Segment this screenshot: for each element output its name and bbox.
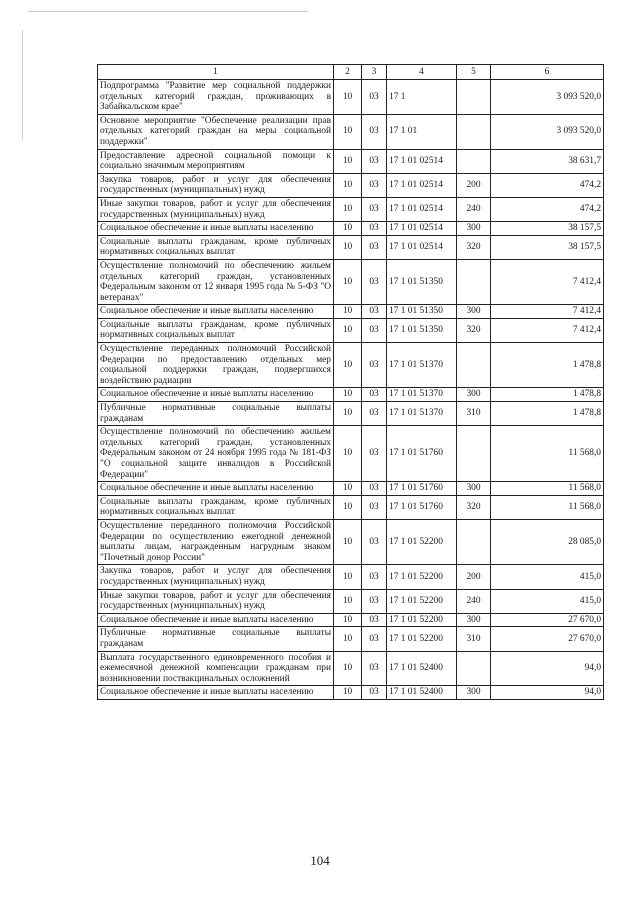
section-code: 10: [334, 197, 362, 221]
subsection-code: 03: [362, 259, 387, 304]
row-name: Социальное обеспечение и иные выплаты населению: [98, 613, 334, 627]
amount: 1 478,8: [491, 343, 604, 388]
table-row: [98, 613, 604, 627]
row-name: Предоставление адресной социальной помощи к социально значимым мероприятиям: [98, 149, 334, 173]
target-article-code: 17 1 01 51370: [387, 402, 457, 426]
target-article-code: 17 1 01 02514: [387, 222, 457, 236]
amount: 28 085,0: [491, 519, 604, 564]
row-name: Публичные нормативные социальные выплаты гражданам: [98, 402, 334, 426]
section-code: 10: [334, 686, 362, 700]
expense-type-code: 300: [457, 222, 491, 236]
expense-type-code: 310: [457, 402, 491, 426]
row-name: Основное мероприятие "Обеспечение реализации прав отдельных категорий граждан на меры социальной поддержки": [98, 114, 334, 149]
row-name: Осуществление переданных полномочий Российской Федерации по предоставлению отдельных мер социальной поддержки граждан, подвергшихся воздействию радиации: [98, 343, 334, 388]
column-number: 2: [334, 65, 362, 80]
table-row: [98, 235, 604, 259]
target-article-code: 17 1 01 51760: [387, 426, 457, 482]
subsection-code: 03: [362, 343, 387, 388]
row-name: Социальное обеспечение и иные выплаты населению: [98, 482, 334, 496]
section-code: 10: [334, 495, 362, 519]
section-code: 10: [334, 114, 362, 149]
amount: 11 568,0: [491, 495, 604, 519]
expense-type-code: [457, 114, 491, 149]
section-code: 10: [334, 305, 362, 319]
subsection-code: 03: [362, 426, 387, 482]
target-article-code: 17 1 01 52400: [387, 651, 457, 686]
amount: 38 157,5: [491, 235, 604, 259]
subsection-code: 03: [362, 565, 387, 589]
amount: 415,0: [491, 589, 604, 613]
amount: 94,0: [491, 651, 604, 686]
column-number-row: [98, 65, 604, 80]
scan-margin-mark: [22, 30, 23, 140]
expense-type-code: 310: [457, 627, 491, 651]
target-article-code: 17 1 01 52400: [387, 686, 457, 700]
section-code: 10: [334, 173, 362, 197]
table-row: [98, 426, 604, 482]
column-number: 1: [98, 65, 334, 80]
expense-type-code: [457, 80, 491, 115]
expense-type-code: [457, 651, 491, 686]
subsection-code: 03: [362, 149, 387, 173]
amount: 94,0: [491, 686, 604, 700]
target-article-code: 17 1 01 51760: [387, 482, 457, 496]
amount: 1 478,8: [491, 402, 604, 426]
subsection-code: 03: [362, 482, 387, 496]
amount: 38 157,5: [491, 222, 604, 236]
amount: 11 568,0: [491, 426, 604, 482]
section-code: 10: [334, 589, 362, 613]
expense-type-code: [457, 343, 491, 388]
table-row: [98, 259, 604, 304]
row-name: Иные закупки товаров, работ и услуг для обеспечения государственных (муниципальных) нужд: [98, 197, 334, 221]
expense-type-code: 300: [457, 482, 491, 496]
row-name: Осуществление полномочий по обеспечению жильем отдельных категорий граждан, установленных Федеральным законом от 12 января 1995 года № 5-ФЗ "О ветеранах": [98, 259, 334, 304]
section-code: 10: [334, 259, 362, 304]
amount: 3 093 520,0: [491, 80, 604, 115]
section-code: 10: [334, 80, 362, 115]
section-code: 10: [334, 402, 362, 426]
scan-top-rule: [28, 11, 308, 12]
row-name: Выплата государственного единовременного пособия и ежемесячной денежной компенсации гражданам при возникновении поствакцинальных осложнений: [98, 651, 334, 686]
amount: 7 412,4: [491, 318, 604, 342]
table-row: [98, 686, 604, 700]
section-code: 10: [334, 482, 362, 496]
amount: 1 478,8: [491, 388, 604, 402]
subsection-code: 03: [362, 495, 387, 519]
amount: 3 093 520,0: [491, 114, 604, 149]
expense-type-code: 300: [457, 686, 491, 700]
table-row: [98, 173, 604, 197]
section-code: 10: [334, 627, 362, 651]
column-number: 4: [387, 65, 457, 80]
row-name: Социальное обеспечение и иные выплаты населению: [98, 686, 334, 700]
subsection-code: 03: [362, 235, 387, 259]
expense-type-code: 200: [457, 565, 491, 589]
expense-type-code: 320: [457, 495, 491, 519]
row-name: Социальное обеспечение и иные выплаты населению: [98, 222, 334, 236]
expense-type-code: 240: [457, 197, 491, 221]
target-article-code: 17 1 01 52200: [387, 613, 457, 627]
target-article-code: 17 1 01 51370: [387, 343, 457, 388]
subsection-code: 03: [362, 197, 387, 221]
table-row: [98, 305, 604, 319]
subsection-code: 03: [362, 318, 387, 342]
expense-type-code: [457, 259, 491, 304]
expense-type-code: 300: [457, 613, 491, 627]
section-code: 10: [334, 149, 362, 173]
table-row: [98, 222, 604, 236]
table-row: [98, 114, 604, 149]
row-name: Осуществление полномочий по обеспечению жильем отдельных категорий граждан, установленных Федеральным законом от 24 ноября 1995 года № 181-ФЗ "О социальной защите инвалидов в Российской Федерации": [98, 426, 334, 482]
row-name: Социальное обеспечение и иные выплаты населению: [98, 388, 334, 402]
table-row: [98, 519, 604, 564]
table-row: [98, 402, 604, 426]
table-row: [98, 627, 604, 651]
section-code: 10: [334, 651, 362, 686]
target-article-code: 17 1 01: [387, 114, 457, 149]
amount: 7 412,4: [491, 305, 604, 319]
table-row: [98, 318, 604, 342]
subsection-code: 03: [362, 114, 387, 149]
subsection-code: 03: [362, 589, 387, 613]
amount: 7 412,4: [491, 259, 604, 304]
table-row: [98, 388, 604, 402]
expense-type-code: 320: [457, 235, 491, 259]
table-row: [98, 565, 604, 589]
page-number: 104: [310, 853, 330, 868]
expense-type-code: [457, 519, 491, 564]
section-code: 10: [334, 565, 362, 589]
expense-type-code: 240: [457, 589, 491, 613]
target-article-code: 17 1 01 51350: [387, 305, 457, 319]
target-article-code: 17 1 01 02514: [387, 235, 457, 259]
column-number: 3: [362, 65, 387, 80]
expense-type-code: 320: [457, 318, 491, 342]
amount: 27 670,0: [491, 613, 604, 627]
column-number: 5: [457, 65, 491, 80]
section-code: 10: [334, 519, 362, 564]
subsection-code: 03: [362, 173, 387, 197]
section-code: 10: [334, 343, 362, 388]
subsection-code: 03: [362, 519, 387, 564]
target-article-code: 17 1 01 52200: [387, 519, 457, 564]
target-article-code: 17 1 01 52200: [387, 627, 457, 651]
target-article-code: 17 1 01 02514: [387, 173, 457, 197]
expense-type-code: 300: [457, 305, 491, 319]
table-row: [98, 80, 604, 115]
expense-type-code: 200: [457, 173, 491, 197]
section-code: 10: [334, 388, 362, 402]
row-name: Иные закупки товаров, работ и услуг для обеспечения государственных (муниципальных) нужд: [98, 589, 334, 613]
row-name: Социальные выплаты гражданам, кроме публичных нормативных социальных выплат: [98, 495, 334, 519]
amount: 11 568,0: [491, 482, 604, 496]
section-code: 10: [334, 613, 362, 627]
row-name: Закупка товаров, работ и услуг для обеспечения государственных (муниципальных) нужд: [98, 173, 334, 197]
subsection-code: 03: [362, 388, 387, 402]
row-name: Закупка товаров, работ и услуг для обеспечения государственных (муниципальных) нужд: [98, 565, 334, 589]
target-article-code: 17 1 01 02514: [387, 197, 457, 221]
target-article-code: 17 1 01 51760: [387, 495, 457, 519]
column-number: 6: [491, 65, 604, 80]
subsection-code: 03: [362, 651, 387, 686]
amount: 474,2: [491, 197, 604, 221]
table-row: [98, 651, 604, 686]
expense-type-code: 300: [457, 388, 491, 402]
target-article-code: 17 1 01 52200: [387, 565, 457, 589]
subsection-code: 03: [362, 402, 387, 426]
section-code: 10: [334, 426, 362, 482]
row-name: Социальное обеспечение и иные выплаты населению: [98, 305, 334, 319]
target-article-code: 17 1 01 02514: [387, 149, 457, 173]
table-row: [98, 343, 604, 388]
table-row: [98, 589, 604, 613]
target-article-code: 17 1 01 52200: [387, 589, 457, 613]
section-code: 10: [334, 235, 362, 259]
budget-table: [97, 64, 604, 700]
expense-type-code: [457, 426, 491, 482]
amount: 415,0: [491, 565, 604, 589]
subsection-code: 03: [362, 627, 387, 651]
amount: 27 670,0: [491, 627, 604, 651]
target-article-code: 17 1 01 51350: [387, 318, 457, 342]
table-row: [98, 197, 604, 221]
subsection-code: 03: [362, 613, 387, 627]
table-row: [98, 482, 604, 496]
amount: 474,2: [491, 173, 604, 197]
row-name: Публичные нормативные социальные выплаты гражданам: [98, 627, 334, 651]
subsection-code: 03: [362, 222, 387, 236]
section-code: 10: [334, 222, 362, 236]
target-article-code: 17 1: [387, 80, 457, 115]
table-row: [98, 495, 604, 519]
subsection-code: 03: [362, 80, 387, 115]
table-row: [98, 149, 604, 173]
target-article-code: 17 1 01 51350: [387, 259, 457, 304]
section-code: 10: [334, 318, 362, 342]
row-name: Социальные выплаты гражданам, кроме публичных нормативных социальных выплат: [98, 235, 334, 259]
subsection-code: 03: [362, 305, 387, 319]
target-article-code: 17 1 01 51370: [387, 388, 457, 402]
expense-type-code: [457, 149, 491, 173]
row-name: Подпрограмма "Развитие мер социальной поддержки отдельных категорий граждан, проживающих в Забайкальском крае": [98, 80, 334, 115]
row-name: Осуществление переданного полномочия Российской Федерации по осуществлению ежегодной денежной выплаты лицам, награжденным нагрудным знаком "Почетный донор России": [98, 519, 334, 564]
amount: 38 631,7: [491, 149, 604, 173]
subsection-code: 03: [362, 686, 387, 700]
row-name: Социальные выплаты гражданам, кроме публичных нормативных социальных выплат: [98, 318, 334, 342]
